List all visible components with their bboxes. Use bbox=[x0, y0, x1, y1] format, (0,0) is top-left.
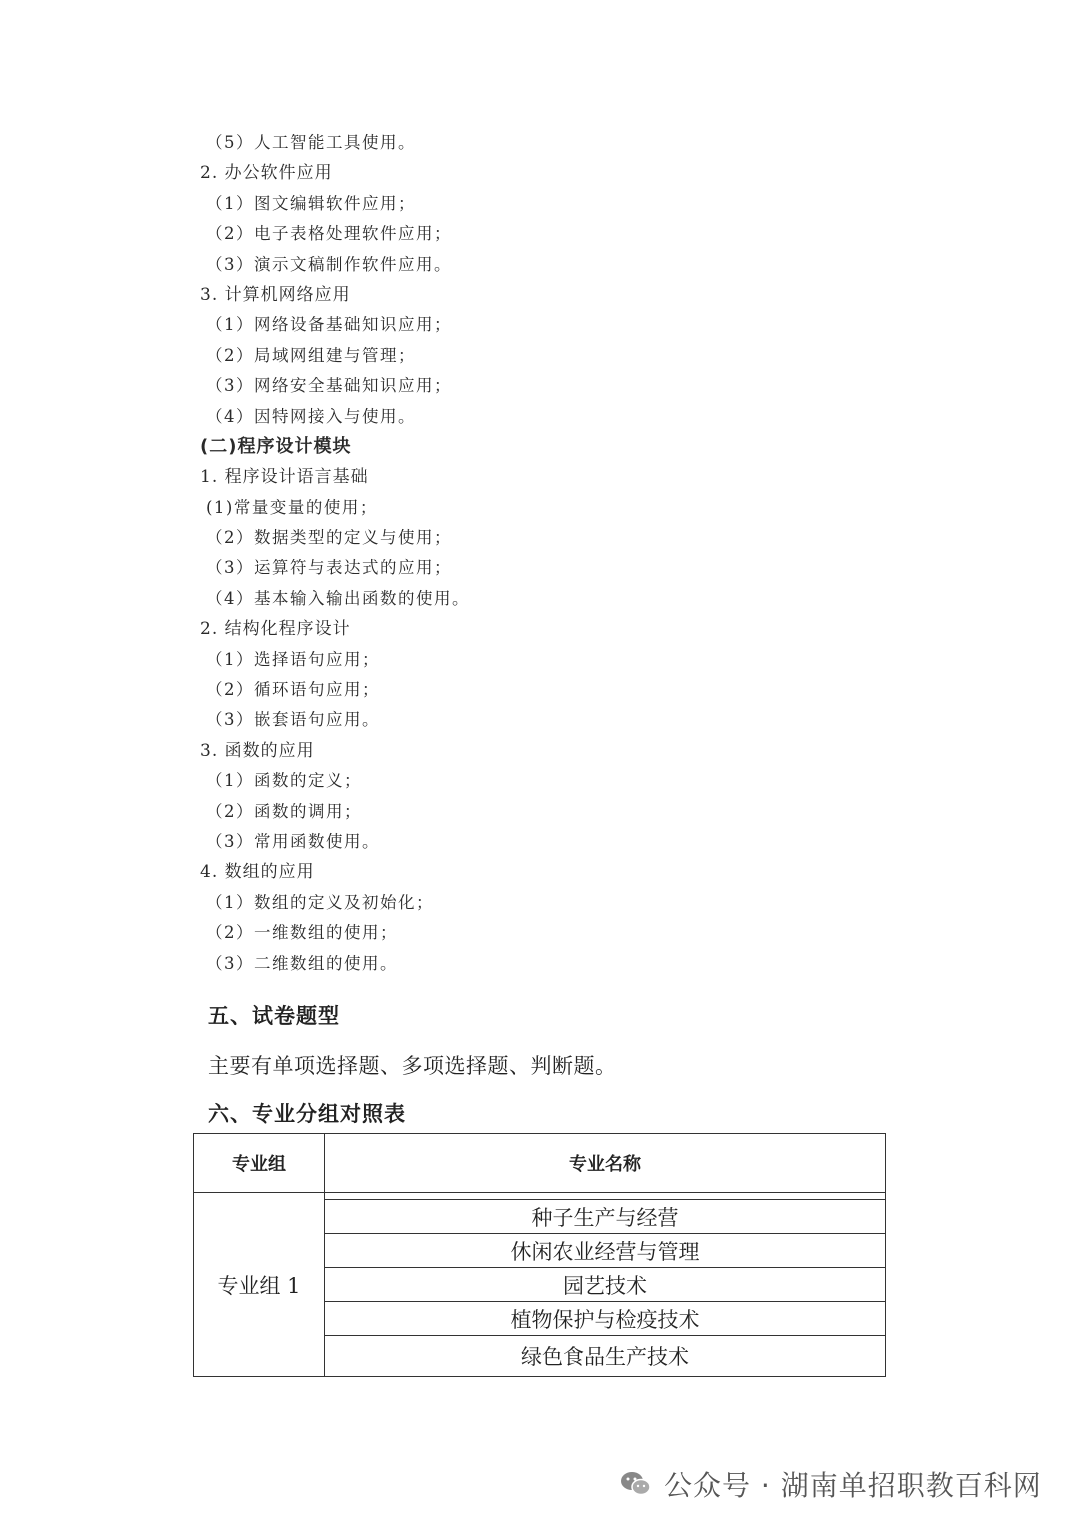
syllabus-outline bbox=[200, 128, 900, 979]
topic-item: （2）数据类型的定义与使用； bbox=[206, 528, 452, 548]
topic-heading: 2. 办公软件应用 bbox=[200, 163, 333, 184]
topic-item: （1）图文编辑软件应用； bbox=[206, 193, 416, 213]
topic-item: （2）循环语句应用； bbox=[206, 680, 380, 700]
topic-item: （1）数组的定义及初始化； bbox=[206, 892, 434, 912]
topic-item: （4）因特网接入与使用。 bbox=[206, 406, 416, 426]
topic-item: （3）网络安全基础知识应用； bbox=[206, 376, 452, 396]
header-major-group: 专业组 bbox=[194, 1134, 325, 1193]
section-title-exam-types: 五、试卷题型 bbox=[208, 1004, 340, 1028]
watermark-text: 公众号 · 湖南单招职教百科网 bbox=[664, 1469, 1042, 1502]
topic-item: （2）局域网组建与管理； bbox=[206, 345, 416, 365]
topic-item: （1）函数的定义； bbox=[206, 771, 362, 791]
topic-heading: 3. 函数的应用 bbox=[200, 740, 315, 761]
major-name-cell: 绿色食品生产技术 bbox=[325, 1336, 886, 1377]
topic-item: （2）电子表格处理软件应用； bbox=[206, 224, 452, 244]
major-name-cell: 种子生产与经营 bbox=[325, 1200, 886, 1234]
topic-item: （3）嵌套语句应用。 bbox=[206, 710, 380, 730]
major-name-cell: 植物保护与检疫技术 bbox=[325, 1302, 886, 1336]
topic-heading: 3. 计算机网络应用 bbox=[200, 284, 351, 305]
major-name-cell: 休闲农业经营与管理 bbox=[325, 1234, 886, 1268]
topic-item: （1）网络设备基础知识应用； bbox=[206, 315, 452, 335]
topic-item: （1）选择语句应用； bbox=[206, 649, 380, 669]
topic-item: (1)常量变量的使用； bbox=[206, 497, 378, 517]
table-header-row bbox=[194, 1134, 886, 1193]
topic-item: （2）函数的调用； bbox=[206, 801, 362, 821]
major-group-table bbox=[193, 1133, 886, 1377]
topic-heading: 4. 数组的应用 bbox=[200, 862, 315, 883]
exam-types-text: 主要有单项选择题、多项选择题、判断题。 bbox=[208, 1054, 617, 1078]
header-major-name: 专业名称 bbox=[325, 1134, 886, 1193]
watermark bbox=[618, 1460, 1042, 1508]
wechat-icon bbox=[618, 1466, 654, 1502]
topic-heading: 2. 结构化程序设计 bbox=[200, 619, 351, 640]
topic-item: （3）二维数组的使用。 bbox=[206, 953, 398, 973]
group-cell: 专业组 1 bbox=[194, 1193, 325, 1377]
table-spacer-row bbox=[194, 1193, 886, 1200]
major-name-cell: 园艺技术 bbox=[325, 1268, 886, 1302]
section-title-major-groups: 六、专业分组对照表 bbox=[208, 1102, 406, 1126]
topic-item: （5）人工智能工具使用。 bbox=[206, 133, 416, 152]
topic-item: （3）运算符与表达式的应用； bbox=[206, 558, 452, 578]
topic-item: （4）基本输入输出函数的使用。 bbox=[206, 588, 470, 608]
topic-heading: 1. 程序设计语言基础 bbox=[200, 467, 369, 488]
topic-item: （3）常用函数使用。 bbox=[206, 831, 380, 851]
topic-item: （2）一维数组的使用； bbox=[206, 923, 398, 943]
module-heading: (二)程序设计模块 bbox=[200, 435, 352, 457]
topic-item: （3）演示文稿制作软件应用。 bbox=[206, 254, 452, 274]
